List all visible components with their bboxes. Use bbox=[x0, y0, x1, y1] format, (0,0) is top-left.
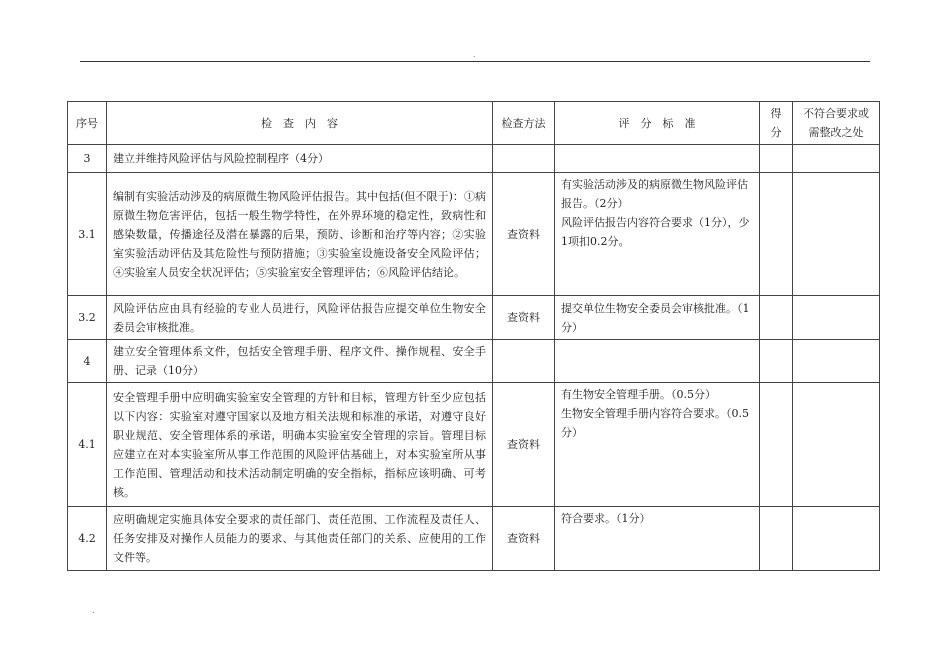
table-row bbox=[68, 145, 880, 173]
row-seq: 3.2 bbox=[68, 296, 107, 340]
table-row bbox=[68, 296, 880, 340]
row-content: 应明确规定实施具体安全要求的责任部门、责任范围、工作流程及责任人、任务安排及对操作人员能力的要求、与其他责任部门的关系、应使用的工作文件等。 bbox=[107, 507, 493, 571]
row-seq: 3.1 bbox=[68, 173, 107, 296]
row-standard: 有实验活动涉及的病原微生物风险评估报告。（2分） 风险评估报告内容符合要求（1分），少1项扣0.2分。 bbox=[555, 173, 760, 296]
header-method: 检查方法 bbox=[493, 102, 555, 145]
row-standard bbox=[555, 340, 760, 383]
header-rule bbox=[80, 61, 870, 62]
row-content: 风险评估应由具有经验的专业人员进行，风险评估报告应提交单位生物安全委员会审核批准。 bbox=[107, 296, 493, 340]
row-seq: 4.2 bbox=[68, 507, 107, 571]
footer-dot: . bbox=[92, 606, 95, 615]
row-standard: 符合要求。（1分） bbox=[555, 507, 760, 571]
header-noncompliance: 不符合要求或需整改之处 bbox=[793, 102, 880, 145]
row-method: 查资料 bbox=[493, 383, 555, 507]
header-standard: 评 分 标 准 bbox=[555, 102, 760, 145]
table-header-row bbox=[68, 102, 880, 145]
header-dot: . bbox=[473, 50, 476, 59]
row-noncompliance bbox=[793, 383, 880, 507]
table-row bbox=[68, 383, 880, 507]
row-method bbox=[493, 340, 555, 383]
row-method: 查资料 bbox=[493, 507, 555, 571]
row-score bbox=[760, 173, 793, 296]
row-score bbox=[760, 145, 793, 173]
row-standard bbox=[555, 145, 760, 173]
row-seq: 4.1 bbox=[68, 383, 107, 507]
table-row bbox=[68, 507, 880, 571]
table-row bbox=[68, 173, 880, 296]
row-method: 查资料 bbox=[493, 296, 555, 340]
table-row bbox=[68, 340, 880, 383]
row-score bbox=[760, 340, 793, 383]
row-method bbox=[493, 145, 555, 173]
header-content: 检 查 内 容 bbox=[107, 102, 493, 145]
header-seq: 序号 bbox=[68, 102, 107, 145]
row-standard: 提交单位生物安全委员会审核批准。（1分） bbox=[555, 296, 760, 340]
header-score: 得分 bbox=[760, 102, 793, 145]
row-score bbox=[760, 383, 793, 507]
inspection-table bbox=[67, 101, 880, 571]
row-score bbox=[760, 507, 793, 571]
row-score bbox=[760, 296, 793, 340]
row-noncompliance bbox=[793, 296, 880, 340]
row-noncompliance bbox=[793, 340, 880, 383]
row-noncompliance bbox=[793, 507, 880, 571]
row-seq: 4 bbox=[68, 340, 107, 383]
row-content: 安全管理手册中应明确实验室安全管理的方针和目标，管理方针至少应包括以下内容：实验室对遵守国家以及地方相关法规和标准的承诺，对遵守良好职业规范、安全管理体系的承诺，明确本实验室安全管理的宗旨。管理目标应建立在对本实验室所从事工作范围的风险评估基础上，对本实验室所从事工作范围、管理活动和技术活动制定明确的安全指标，指标应该明确、可考核。 bbox=[107, 383, 493, 507]
row-seq: 3 bbox=[68, 145, 107, 173]
row-method: 查资料 bbox=[493, 173, 555, 296]
row-content: 编制有实验活动涉及的病原微生物风险评估报告。其中包括(但不限于)：①病原微生物危害评估，包括一般生物学特性，在外界环境的稳定性，致病性和感染数量，传播途径及潜在暴露的后果，预防、诊断和治疗等内容；②实验室实验活动评估及其危险性与预防措施；③实验室设施设备安全风险评估；④实验室人员安全状况评估；⑤实验室安全管理评估；⑥风险评估结论。 bbox=[107, 173, 493, 296]
row-content: 建立安全管理体系文件，包括安全管理手册、程序文件、操作规程、安全手册、记录（10分） bbox=[107, 340, 493, 383]
row-standard: 有生物安全管理手册。（0.5分） 生物安全管理手册内容符合要求。（0.5分） bbox=[555, 383, 760, 507]
row-noncompliance bbox=[793, 173, 880, 296]
row-noncompliance bbox=[793, 145, 880, 173]
row-content: 建立并维持风险评估与风险控制程序（4分） bbox=[107, 145, 493, 173]
